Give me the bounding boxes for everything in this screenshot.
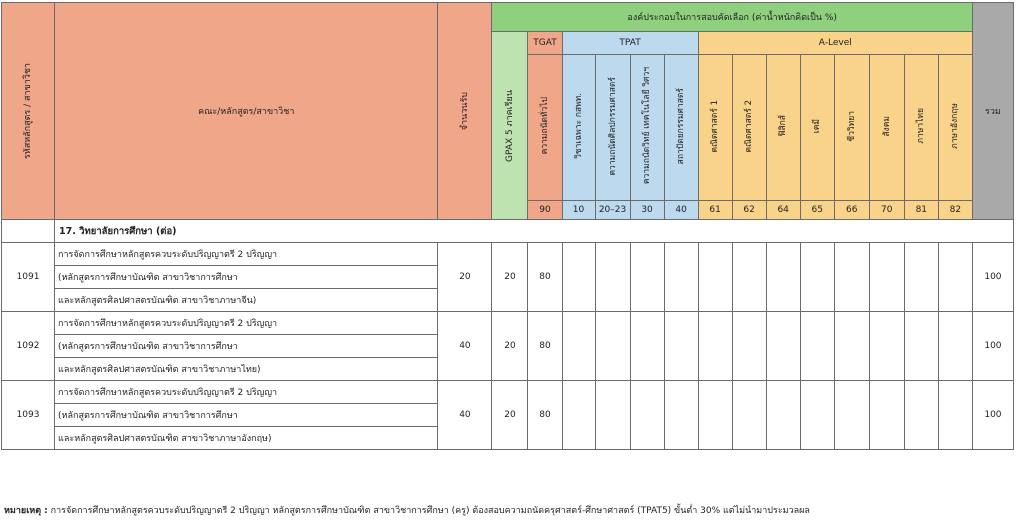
tgat-weight: 80 (528, 381, 562, 450)
empty-cell (904, 312, 938, 381)
subject-code: 90 (528, 201, 562, 220)
subject-header: ชีววิทยา (834, 55, 869, 201)
subject-header: ความถนัดวิทย์ เทคโนโลยี วิศวฯ (630, 55, 664, 201)
program-code: 1092 (2, 312, 55, 381)
empty-cell (938, 312, 972, 381)
empty-cell (732, 381, 766, 450)
empty-cell (664, 381, 698, 450)
subject-header: ภาษาอังกฤษ (938, 55, 972, 201)
table-row (2, 312, 1014, 335)
program-name-line: (หลักสูตรการศึกษาบัณฑิต สาขาวิชาการศึกษา (55, 404, 438, 427)
empty-cell (938, 381, 972, 450)
program-name-line: (หลักสูตรการศึกษาบัณฑิต สาขาวิชาการศึกษา (55, 266, 438, 289)
seats-value: 40 (438, 312, 492, 381)
program-name-line: การจัดการศึกษาหลักสูตรควบระดับปริญญาตรี 2 ปริญญา (55, 243, 438, 266)
gpax-column-header: GPAX 5 ภาคเรียน (492, 32, 528, 220)
subject-code: 61 (698, 201, 732, 220)
empty-cell (800, 243, 834, 312)
empty-cell (938, 243, 972, 312)
empty-cell (595, 243, 630, 312)
empty-cell (766, 312, 800, 381)
seats-value: 40 (438, 381, 492, 450)
subject-header: ความถนัดทั่วไป (528, 55, 562, 201)
subject-code: 62 (732, 201, 766, 220)
subject-code: 81 (904, 201, 938, 220)
empty-cell (595, 381, 630, 450)
subject-header: สังคม (869, 55, 904, 201)
subject-header: สถาปัตยกรรมศาสตร์ (664, 55, 698, 201)
empty-cell (698, 381, 732, 450)
empty-cell (630, 381, 664, 450)
subject-header: คณิตศาสตร์ 2 (732, 55, 766, 201)
table-row (2, 381, 1014, 404)
subject-code: 66 (834, 201, 869, 220)
empty-cell (766, 381, 800, 450)
empty-cell (664, 243, 698, 312)
section-title: 17. วิทยาลัยการศึกษา (ต่อ) (55, 220, 1014, 243)
empty-cell (698, 312, 732, 381)
empty-cell (800, 381, 834, 450)
subject-header: ความถนัดศิลปกรรมศาสตร์ (595, 55, 630, 201)
empty-cell (869, 312, 904, 381)
empty-cell (732, 312, 766, 381)
empty-cell (562, 243, 595, 312)
subject-header: คณิตศาสตร์ 1 (698, 55, 732, 201)
subject-code: 82 (938, 201, 972, 220)
footnote (4, 503, 810, 517)
empty-cell (800, 312, 834, 381)
tgat-weight: 80 (528, 243, 562, 312)
empty-cell (834, 381, 869, 450)
subject-header: ภาษาไทย (904, 55, 938, 201)
empty-cell (904, 381, 938, 450)
empty-cell (630, 243, 664, 312)
subject-code: 65 (800, 201, 834, 220)
footnote-text: การจัดการศึกษาหลักสูตรควบระดับปริญญาตรี 2 ปริญญา หลักสูตรการศึกษาบัณฑิต สาขาวิชาการศึกษา (ครู) ต้องสอบความถนัดครุศาสตร์-ศึกษาศาสตร์ (TPAT5) ขั้นต่ำ 30% แต่ไม่นำมาประมวลผล (50, 506, 810, 516)
seats-column-header: จำนวนรับ (438, 3, 492, 220)
subject-code: 20–23 (595, 201, 630, 220)
empty-cell (664, 312, 698, 381)
tgat-group-header: TGAT (528, 32, 562, 55)
empty-cell (904, 243, 938, 312)
total-value: 100 (972, 381, 1013, 450)
empty-cell (562, 381, 595, 450)
program-name-line: และหลักสูตรศิลปศาสตรบัณฑิต สาขาวิชาภาษาอังกฤษ) (55, 427, 438, 450)
seats-value: 20 (438, 243, 492, 312)
gpax-weight: 20 (492, 312, 528, 381)
program-code: 1093 (2, 381, 55, 450)
total-column-header: รวม (972, 3, 1013, 220)
total-value: 100 (972, 312, 1013, 381)
tpat-group-header: TPAT (562, 32, 698, 55)
subject-code: 30 (630, 201, 664, 220)
section-code-cell (2, 220, 55, 243)
subject-code: 70 (869, 201, 904, 220)
empty-cell (834, 312, 869, 381)
total-value: 100 (972, 243, 1013, 312)
gpax-weight: 20 (492, 381, 528, 450)
subject-header: ฟิสิกส์ (766, 55, 800, 201)
empty-cell (562, 312, 595, 381)
program-name-line: การจัดการศึกษาหลักสูตรควบระดับปริญญาตรี 2 ปริญญา (55, 381, 438, 404)
table-row (2, 243, 1014, 266)
admission-table (1, 2, 1014, 450)
program-name-line: (หลักสูตรการศึกษาบัณฑิต สาขาวิชาการศึกษา (55, 335, 438, 358)
empty-cell (630, 312, 664, 381)
name-column-header: คณะ/หลักสูตร/สาขาวิชา (55, 3, 438, 220)
components-header: องค์ประกอบในการสอบคัดเลือก (ค่าน้ำหนักคิดเป็น %) (492, 3, 972, 32)
tgat-weight: 80 (528, 312, 562, 381)
empty-cell (766, 243, 800, 312)
subject-code: 64 (766, 201, 800, 220)
program-code: 1091 (2, 243, 55, 312)
footnote-label: หมายเหตุ : (4, 506, 48, 516)
gpax-weight: 20 (492, 243, 528, 312)
subject-code: 40 (664, 201, 698, 220)
subject-header: เคมี (800, 55, 834, 201)
subject-code: 10 (562, 201, 595, 220)
alevel-group-header: A-Level (698, 32, 972, 55)
empty-cell (595, 312, 630, 381)
empty-cell (869, 381, 904, 450)
empty-cell (869, 243, 904, 312)
program-name-line: การจัดการศึกษาหลักสูตรควบระดับปริญญาตรี 2 ปริญญา (55, 312, 438, 335)
empty-cell (698, 243, 732, 312)
empty-cell (834, 243, 869, 312)
subject-header: วิชาเฉพาะ กสพท. (562, 55, 595, 201)
code-column-header: รหัสหลักสูตร / สาขาวิชา (2, 3, 55, 220)
program-name-line: และหลักสูตรศิลปศาสตรบัณฑิต สาขาวิชาภาษาไทย) (55, 358, 438, 381)
program-name-line: และหลักสูตรศิลปศาสตรบัณฑิต สาขาวิชาภาษาจีน) (55, 289, 438, 312)
empty-cell (732, 243, 766, 312)
